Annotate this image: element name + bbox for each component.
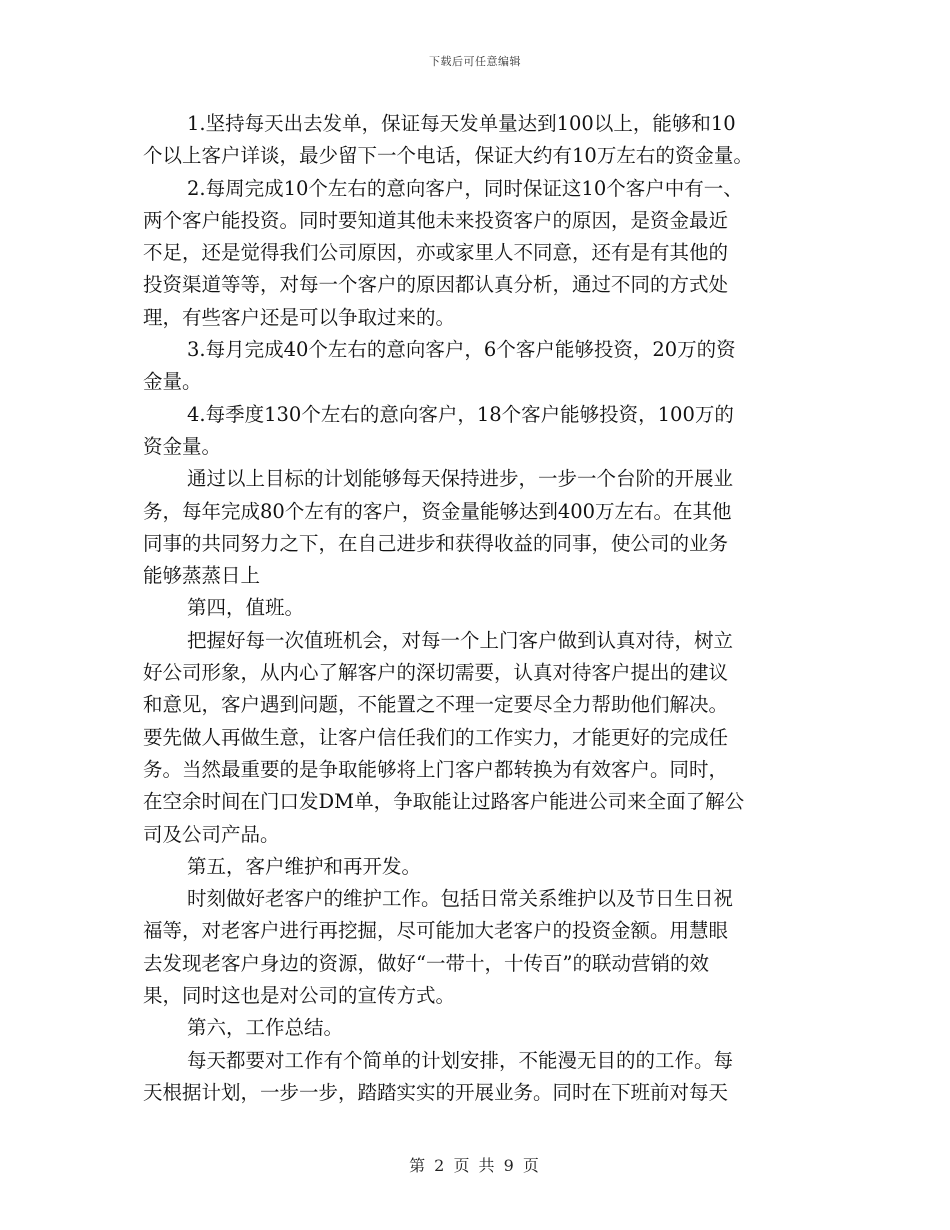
text-line: 同事的共同努力之下，在自己进步和获得收益的同事，使公司的业务	[143, 531, 729, 555]
text-line: 第六，工作总结。	[187, 1016, 344, 1040]
text-line: 金量。	[143, 370, 202, 394]
text-line: 能够蒸蒸日上	[143, 564, 261, 588]
text-line: 每天都要对工作有个简单的计划安排，不能漫无目的的工作。每	[187, 1048, 734, 1072]
text-line: 2.每周完成10个左右的意向客户，同时保证这10个客户中有一、	[187, 176, 743, 200]
text-line: 3.每月完成40个左右的意向客户，6个客户能够投资，20万的资	[187, 338, 736, 362]
page-footer: 第 2 页 共 9 页	[409, 1156, 541, 1175]
text-line: 投资渠道等等，对每一个客户的原因都认真分析，通过不同的方式处	[143, 273, 729, 297]
text-line: 司及公司产品。	[143, 822, 280, 846]
page-header: 下载后可任意编辑	[429, 55, 521, 68]
text-line: 在空余时间在门口发DM单，争取能让过路客户能进公司来全面了解公	[143, 790, 745, 814]
text-line: 通过以上目标的计划能够每天保持进步，一步一个台阶的开展业	[187, 467, 734, 491]
text-line: 把握好每一次值班机会，对每一个上门客户做到认真对待，树立	[187, 628, 734, 652]
text-line: 两个客户能投资。同时要知道其他未来投资客户的原因，是资金最近	[143, 208, 729, 232]
text-line: 资金量。	[143, 434, 222, 458]
text-line: 去发现老客户身边的资源，做好“一带十，十传百”的联动营销的效	[143, 951, 709, 975]
text-line: 理，有些客户还是可以争取过来的。	[143, 305, 456, 329]
text-line: 1.坚持每天出去发单，保证每天发单量达到100以上，能够和10	[187, 112, 736, 135]
text-line: 福等，对老客户进行再挖掘，尽可能加大老客户的投资金额。用慧眼	[143, 919, 729, 943]
text-line: 要先做人再做生意，让客户信任我们的工作实力，才能更好的完成任	[143, 725, 729, 749]
text-line: 第四，值班。	[187, 596, 305, 620]
text-line: 务。当然最重要的是争取能够将上门客户都转换为有效客户。同时，	[143, 757, 729, 781]
text-line: 4.每季度130个左右的意向客户，18个客户能够投资，100万的	[187, 402, 734, 426]
text-line: 时刻做好老客户的维护工作。包括日常关系维护以及节日生日祝	[187, 887, 734, 911]
text-line: 第五，客户维护和再开发。	[187, 854, 422, 878]
text-line: 不足，还是觉得我们公司原因，亦或家里人不同意，还有是有其他的	[143, 241, 729, 265]
text-line: 果，同时这也是对公司的宣传方式。	[143, 984, 456, 1008]
text-line: 好公司形象，从内心了解客户的深切需要，认真对待客户提出的建议	[143, 661, 729, 685]
text-line: 和意见，客户遇到问题，不能置之不理一定要尽全力帮助他们解决。	[143, 693, 729, 717]
document-body	[143, 108, 807, 1109]
text-line: 个以上客户详谈，最少留下一个电话，保证大约有10万左右的资金量。	[143, 144, 753, 168]
text-line: 务，每年完成80个左有的客户，资金量能够达到400万左右。在其他	[143, 499, 732, 523]
text-line: 天根据计划，一步一步，踏踏实实的开展业务。同时在下班前对每天	[143, 1080, 729, 1104]
